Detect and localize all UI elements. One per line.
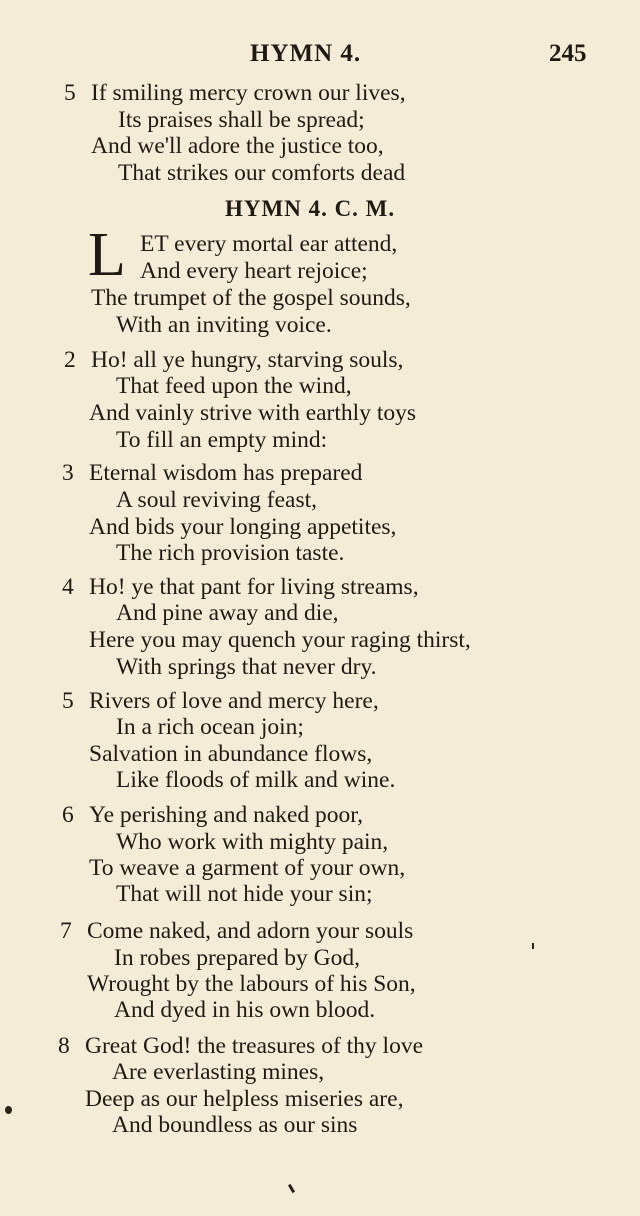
verse-line: A soul reviving feast, <box>116 487 318 513</box>
verse-line: Deep as our helpless miseries are, <box>85 1086 404 1112</box>
verse-line: The trumpet of the gospel sounds, <box>91 285 411 311</box>
verse-number: 2 <box>64 347 76 373</box>
verse-line: That feed upon the wind, <box>116 373 352 399</box>
verse-number: 4 <box>62 574 74 600</box>
verse-line: And boundless as our sins <box>112 1112 358 1138</box>
verse-line: And we'll adore the justice too, <box>91 133 384 159</box>
running-head <box>0 40 640 74</box>
verse-line: Ye perishing and naked poor, <box>89 802 364 828</box>
page-number: 245 <box>549 40 587 67</box>
verse-line: Like floods of milk and wine. <box>116 767 396 793</box>
verse-number: 8 <box>58 1033 70 1059</box>
verse-line: In a rich ocean join; <box>116 714 304 740</box>
verse-line: Are everlasting mines, <box>112 1059 325 1085</box>
verse-line: And dyed in his own blood. <box>114 997 376 1023</box>
verse-line: Ho! all ye hungry, starving souls, <box>91 347 404 373</box>
verse-line: Come naked, and adorn your souls <box>87 918 414 944</box>
verse-line: Wrought by the labours of his Son, <box>87 971 416 997</box>
verse-line: Eternal wisdom has prepared <box>89 460 363 486</box>
verse-number: 7 <box>60 918 72 944</box>
verse-line: And bids your longing appetites, <box>89 514 397 540</box>
verse-line: The rich provision taste. <box>116 540 345 566</box>
ink-mark <box>532 943 534 949</box>
hymn-title: HYMN 4. C. M. <box>225 196 396 221</box>
verse-line: And pine away and die, <box>116 600 339 626</box>
verse-line: Who work with mighty pain, <box>116 829 389 855</box>
verse-number: 3 <box>62 460 74 486</box>
ink-mark <box>5 1106 12 1114</box>
ink-mark <box>288 1184 295 1193</box>
verse-line: That strikes our comforts dead <box>118 160 406 186</box>
verse-line: In robes prepared by God, <box>114 945 361 971</box>
verse-line: With an inviting voice. <box>116 312 332 338</box>
verse-number: 5 <box>64 80 76 106</box>
running-title: HYMN 4. <box>250 40 362 67</box>
verse-line: Great God! the treasures of thy love <box>85 1033 424 1059</box>
verse-line: To weave a garment of your own, <box>89 855 406 881</box>
verse-line: Salvation in abundance flows, <box>89 741 373 767</box>
verse-line: Its praises shall be spread; <box>118 107 365 133</box>
verse-line: Ho! ye that pant for living streams, <box>89 574 419 600</box>
verse-line: And vainly strive with earthly toys <box>89 400 416 426</box>
verse-line: If smiling mercy crown our lives, <box>91 80 406 106</box>
verse-line: With springs that never dry. <box>116 654 377 680</box>
verse-line: Rivers of love and mercy here, <box>89 688 379 714</box>
drop-cap: L <box>88 221 126 289</box>
verse-line: To fill an empty mind: <box>116 427 328 453</box>
verse-line: And every heart rejoice; <box>140 258 368 284</box>
verse-number: 6 <box>62 802 74 828</box>
verse-line: That will not hide your sin; <box>116 881 373 907</box>
verse-line: Here you may quench your raging thirst, <box>89 627 471 653</box>
verse-number: 5 <box>62 688 74 714</box>
verse-line: ET every mortal ear attend, <box>140 231 398 257</box>
